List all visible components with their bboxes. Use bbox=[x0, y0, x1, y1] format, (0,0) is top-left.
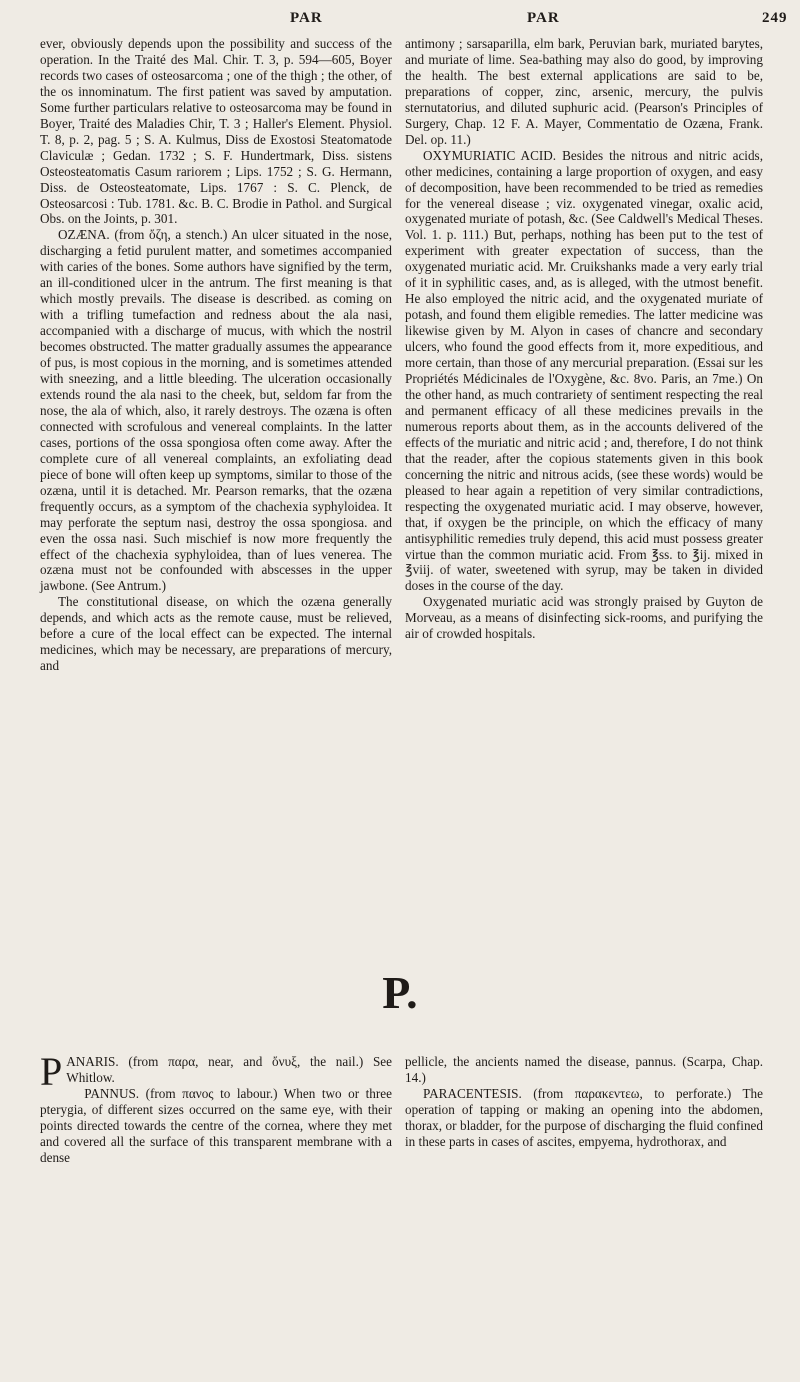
entry-panaris bbox=[40, 1049, 392, 1094]
section-letter-heading: P. bbox=[382, 967, 418, 1018]
column-left-bottom bbox=[40, 1049, 392, 1166]
column-right-bottom bbox=[405, 1054, 763, 1150]
running-head-right: PAR bbox=[527, 10, 560, 26]
entry-ozaena: OZÆNA. (from ὄζη, a stench.) An ulcer situated in the nose, discharging a fetid purulent matter, and sometimes accompanied with caries of the bones. Some authors have signified by the term, an ill-conditioned ulcer in the antrum. The first meaning is that which mostly prevails. The disease is described. as coming on with a trifling tumefaction and redness about the ala nasi, accompanied with a discharge of mucus, with which the nostril becomes obstructed. The matter gradually assumes the appearance of pus, is most copious in the morning, and is sometimes attended with sneezing, and a little bleeding. The ulceration occasionally extends round the ala nasi to the cheek, but, seldom far from the nose, the ala of which, also, it rarely destroys. The ozæna is often connected with scrofulous and venereal complaints. In the latter cases, portions of the ossa spongiosa often come away. After the complete cure of all venereal complaints, an exfoliating dead piece of bone will often keep up symptoms, similar to those of the ozæna, until it is detached. Mr. Pearson remarks, that the ozæna frequently occurs, as a symptom of the chachexia syphyloidea. It may perforate the septum nasi, destroy the ossa spongiosa. and even the ossa nasi. Such mischief is now more frequently the effect of the chachexia syphyloidea, than of lues venerea. The ozæna must not be confounded with abscesses in the upper jawbone. (See Antrum.) bbox=[40, 227, 392, 594]
entry-oxymuriatic-acid: OXYMURIATIC ACID. Besides the nitrous and nitric acids, other medicines, containing a large proportion of oxygen, and easy of decomposition, have been recommended to be tried as remedies for the venereal disease ; viz. oxygenated vinegar, oxalic acid, oxygenated muriate of potash, &c. (See Caldwell's Medical Theses. Vol. 1. p. 111.) But, perhaps, nothing has been put to the test of experiment with greater expectation of success, than the oxygenated muriatic acid. Mr. Cruikshanks made a very early trial of it in syphilitic cases, and, as is alleged, with the utmost benefit. He also employed the nitric acid, and the oxygenated muriate of potash, and found them eligible remedies. The latter medicine was likewise given by M. Alyon in cases of chancre and secondary ulcers, who found the good effects from it, more expeditious, and more certain, than those of any mercurial preparation. (Essai sur les Propriétés Médicinales de l'Oxygène, &c. 8vo. Paris, an 7me.) On the other hand, as much contrariety of sentiment respecting the real and permanent efficacy of all these medicines prevails in the numerous reports about them, as in the accounts delivered of the effects of the muriatic and nitric acid ; and, therefore, I do not think that the reader, after the copious statements given in this book concerning the nitric and nitrous acids, (see these words) would be pleased to hear again a repetition of very similar contradictions, respecting the oxygenated muriatic acid. I may observe, however, that, if oxygen be the principle, on which the efficacy of many antisyphilitic remedies truly depend, this acid must possess greater virtue than the common muriatic acid. From ℥ss. to ℥ij. mixed in ℥viij. of water, sweetened with syrup, may be taken in divided doses in the course of the day. bbox=[405, 147, 763, 594]
entry-paracentesis: PARACENTESIS. (from παρακεντεω, to perforate.) The operation of tapping or making an opening into the abdomen, thorax, or bladder, for the purpose of discharging the fluid confined in these parts in cases of ascites, empyema, hydrothorax, and bbox=[405, 1085, 763, 1149]
paragraph-ozaena-treatment: The constitutional disease, on which the ozæna generally depends, and which acts as the remote cause, must be relieved, before a cure of the local effect can be expected. The internal medicines, which may be necessary, are preparations of mercury, and bbox=[40, 594, 392, 674]
paragraph-ozaena-remedies: antimony ; sarsaparilla, elm bark, Peruvian bark, muriated barytes, and muriate of lime. Sea-bathing may also do good, by improving the health. The best external applications are said to be, preparations of copper, zinc, arsenic, mercury, the pulvis sternutatorius, and diluted suphuric acid. (Pearson's Principles of Surgery, Chap. 12 F. A. Mayer, Commentatio de Ozæna, Frank. Del. op. 11.) bbox=[405, 36, 763, 147]
entry-panaris-text: ANARIS. (from παρα, near, and ὄνυξ, the nail.) See Whitlow. bbox=[66, 1054, 392, 1085]
column-left-top bbox=[40, 36, 392, 674]
drop-cap: P bbox=[40, 1049, 63, 1094]
entry-pannus: PANNUS. (from πανος to labour.) When two or three pterygia, of different sizes occurred on the same eye, with their points directed towards the centre of the cornea, where they met and covered all the surface of this transparent membrane with a dense bbox=[40, 1085, 392, 1165]
paragraph-osteosarcoma-end: ever, obviously depends upon the possibility and success of the operation. In the Traité des Mal. Chir. T. 3, p. 594—605, Boyer records two cases of osteosarcoma ; one of the thigh ; the other, of the os innominatum. The first patient was saved by amputation. Some further particulars relative to osteosarcoma may be found in Boyer, Traité des Maladies Chir, T. 3 ; Haller's Element. Physiol. T. 8, p. 2, pag. 5 ; S. A. Kulmus, Diss de Exostosi Steatomatode Claviculæ ; Gedan. 1732 ; S. F. Hundertmark, Diss. sistens Osteosteatomatis Casum rariorem ; Lips. 1752 ; S. G. Hermann, Diss. de Osteosteatomate, Lips. 1767 : S. C. Plenck, de Osteosarcosi : Tub. 1781. &c. B. C. Brodie in Pathol. and Surgical Obs. on the Joints, p. 301. bbox=[40, 36, 392, 227]
running-head-left: PAR bbox=[290, 10, 323, 26]
column-right-top bbox=[405, 36, 763, 642]
page-number: 249 bbox=[762, 10, 788, 26]
paragraph-disinfection: Oxygenated muriatic acid was strongly praised by Guyton de Morveau, as a means of disinfecting sick-rooms, and purifying the air of crowded hospitals. bbox=[405, 594, 763, 642]
paragraph-pannus-end: pellicle, the ancients named the disease, pannus. (Scarpa, Chap. 14.) bbox=[405, 1054, 763, 1085]
